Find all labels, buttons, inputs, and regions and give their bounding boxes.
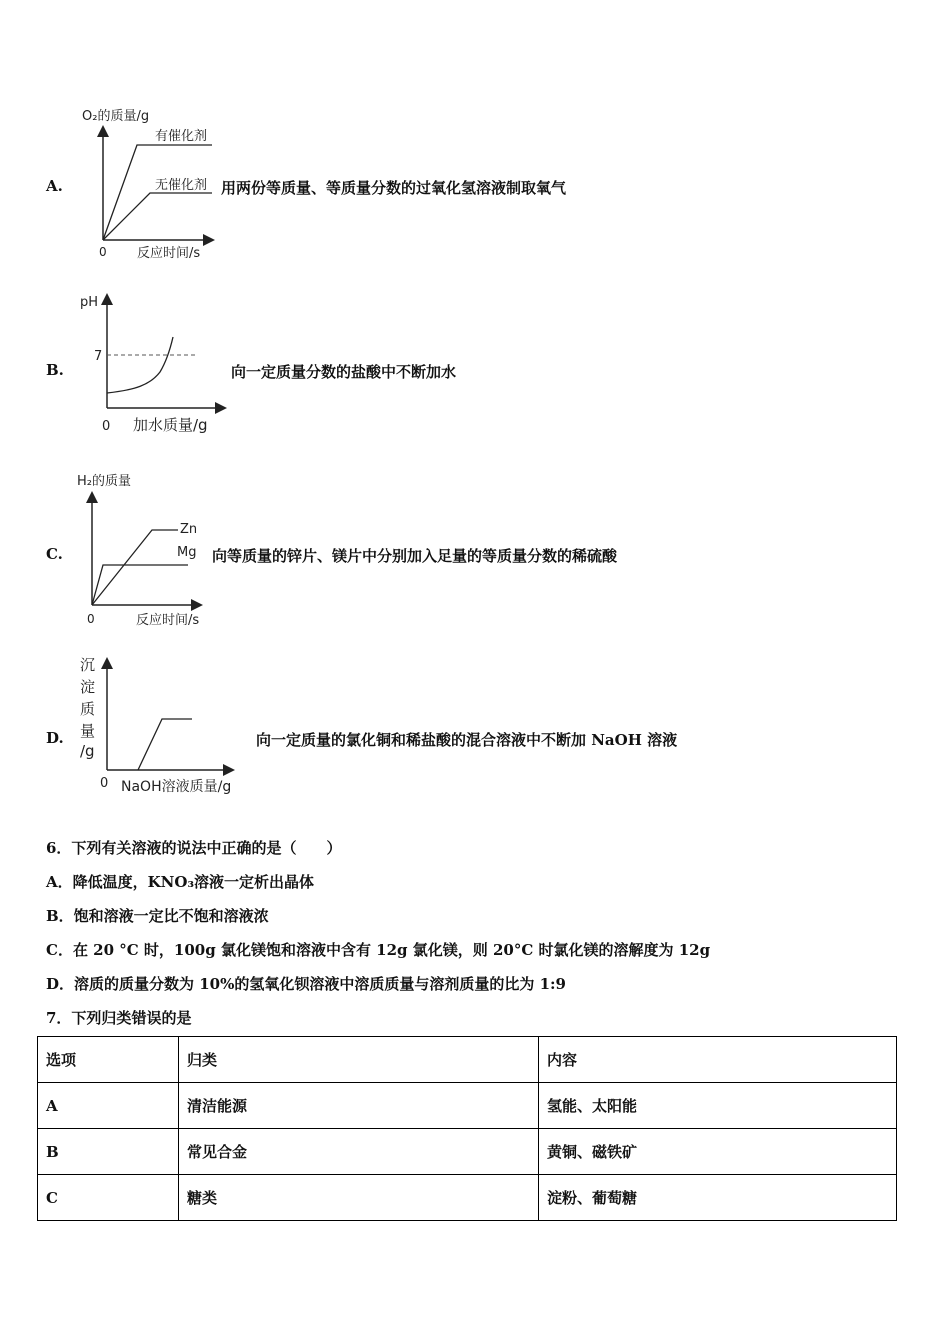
table-cell: 淀粉、葡萄糖: [539, 1175, 897, 1221]
table-cell: 常见合金: [179, 1129, 539, 1175]
table-cell: B: [38, 1129, 179, 1175]
option-a-label: A.: [46, 177, 63, 195]
q6-stem: 6．下列有关溶液的说法中正确的是（ ）: [46, 839, 342, 857]
graph-d-curve: [138, 719, 192, 770]
graph-c-curve1-label: Zn: [180, 522, 198, 537]
table-header-cell: 选项: [38, 1037, 179, 1083]
graph-c-y-label: H₂的质量: [77, 474, 131, 489]
graph-d-y-label-3: 量: [80, 722, 96, 740]
q6-option-c: C．在 20 °C 时，100g 氯化镁饱和溶液中含有 12g 氯化镁，则 20°C 时氯化镁的溶解度为 12g: [46, 941, 711, 959]
graph-d-y-label-4: /g: [80, 742, 95, 760]
q7-table: [37, 1036, 897, 1221]
table-cell: 清洁能源: [179, 1083, 539, 1129]
q6-option-d: D．溶质的质量分数为 10%的氢氧化钡溶液中溶质质量与溶剂质量的比为 1:9: [46, 975, 566, 993]
table-header-cell: 内容: [539, 1037, 897, 1083]
table-cell: 糖类: [179, 1175, 539, 1221]
graph-b-y-label: pH: [80, 295, 99, 310]
option-d-description: 向一定质量的氯化铜和稀盐酸的混合溶液中不断加 NaOH 溶液: [256, 731, 678, 749]
graph-c-curve2-label: Mg: [177, 545, 197, 560]
option-a-description: 用两份等质量、等质量分数的过氧化氢溶液制取氧气: [221, 179, 567, 197]
graph-a-y-label: O₂的质量/g: [82, 109, 150, 124]
q6-option-b: B．饱和溶液一定比不饱和溶液浓: [46, 907, 269, 925]
graph-d-x-label: NaOH溶液质量/g: [121, 779, 232, 795]
table-header-row: [38, 1037, 897, 1083]
graph-d-y-label-1: 淀: [80, 678, 96, 696]
table-cell: 黄铜、磁铁矿: [539, 1129, 897, 1175]
table-cell: A: [38, 1083, 179, 1129]
graph-c-origin: 0: [87, 612, 95, 626]
option-d-label: D.: [46, 729, 64, 747]
table-cell: 氢能、太阳能: [539, 1083, 897, 1129]
q6-option-a: A．降低温度，KNO₃溶液一定析出晶体: [46, 873, 315, 891]
graph-b-ref-label: 7: [94, 349, 103, 364]
q7-stem: 7．下列归类错误的是: [46, 1009, 192, 1027]
option-b-description: 向一定质量分数的盐酸中不断加水: [231, 363, 457, 381]
graph-b-origin: 0: [102, 419, 111, 434]
table-row: [38, 1083, 897, 1129]
graph-a-origin: 0: [99, 245, 107, 259]
option-c-label: C.: [46, 545, 63, 563]
table-header-cell: 归类: [179, 1037, 539, 1083]
graph-c-x-label: 反应时间/s: [136, 613, 200, 628]
table-row: [38, 1129, 897, 1175]
graph-d-origin: 0: [100, 776, 109, 791]
graph-d-y-label-0: 沉: [80, 656, 96, 674]
table-row: [38, 1175, 897, 1221]
option-b-label: B.: [46, 361, 64, 379]
graph-b-x-label: 加水质量/g: [133, 416, 208, 434]
graph-a-curve2-label: 无催化剂: [155, 178, 208, 193]
graph-d-y-label-2: 质: [80, 700, 96, 718]
graph-a-curve1-label: 有催化剂: [155, 129, 208, 144]
graph-a-x-label: 反应时间/s: [137, 246, 201, 261]
table-cell: C: [38, 1175, 179, 1221]
option-c-description: 向等质量的锌片、镁片中分别加入足量的等质量分数的稀硫酸: [212, 547, 618, 565]
